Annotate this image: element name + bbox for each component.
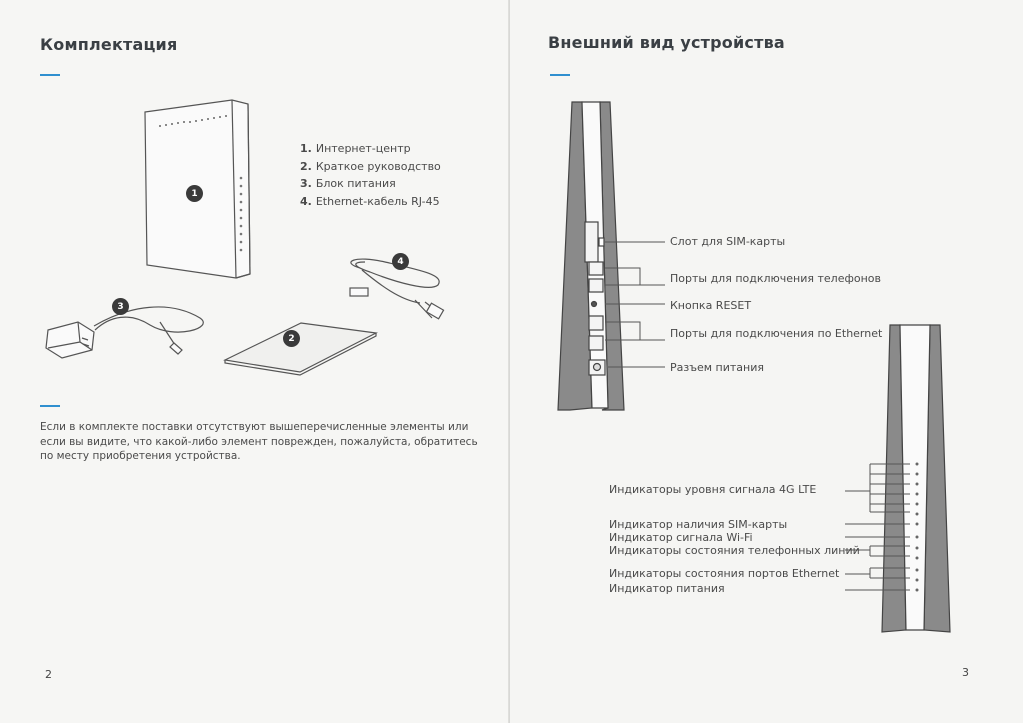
- device-views-illustration: [510, 0, 1023, 723]
- page-number-left: 2: [45, 668, 52, 681]
- quick-guide-illustration: [225, 323, 376, 375]
- badge-2: 2: [283, 330, 300, 347]
- contents-item: 4. Ethernet-кабель RJ-45: [300, 194, 440, 208]
- package-illustration: [0, 0, 510, 723]
- right-page: [510, 0, 1023, 723]
- page-title-appearance: Внешний вид устройства: [548, 33, 785, 52]
- contents-item: 1. Интернет-центр: [300, 142, 411, 155]
- missing-items-note: Если в комплекте поставки отсутствуют вышеперечисленные элементы или если вы видите, что какой-либо элемент поврежден, пожалуйста, обратитесь по месту приобретения устройства.: [40, 421, 478, 462]
- power-adapter-illustration: [46, 307, 203, 358]
- note-accent-bar: [40, 405, 60, 407]
- label-phone-indicators: Индикаторы состояния телефонных линий: [609, 544, 860, 557]
- label-power-indicator: Индикатор питания: [609, 582, 725, 595]
- label-wifi-indicator: Индикатор сигнала Wi-Fi: [609, 531, 753, 544]
- contents-item: 2. Краткое руководство: [300, 159, 441, 173]
- label-sim-slot: Слот для SIM-карты: [670, 235, 786, 248]
- label-phone-ports: Порты для подключения телефонов: [670, 272, 882, 285]
- badge-1: 1: [186, 185, 203, 202]
- badge-4: 4: [392, 253, 409, 270]
- contents-list: [300, 140, 441, 210]
- contents-item: 3. Блок питания: [300, 177, 396, 190]
- label-sim-indicator: Индикатор наличия SIM-карты: [609, 518, 788, 531]
- page-title-contents: Комплектация: [40, 35, 178, 54]
- page-number-right: 3: [962, 666, 969, 679]
- device-back-view: [558, 102, 624, 410]
- left-page: [0, 0, 510, 723]
- label-lte-indicators: Индикаторы уровня сигнала 4G LTE: [609, 483, 817, 496]
- label-power-jack: Разъем питания: [670, 361, 765, 374]
- badge-3: 3: [112, 298, 129, 315]
- label-ethernet-ports: Порты для подключения по Ethernet: [670, 327, 883, 340]
- label-ethernet-indicators: Индикаторы состояния портов Ethernet: [609, 567, 840, 580]
- label-reset-button: Кнопка RESET: [670, 299, 752, 312]
- device-front-view: [882, 325, 950, 632]
